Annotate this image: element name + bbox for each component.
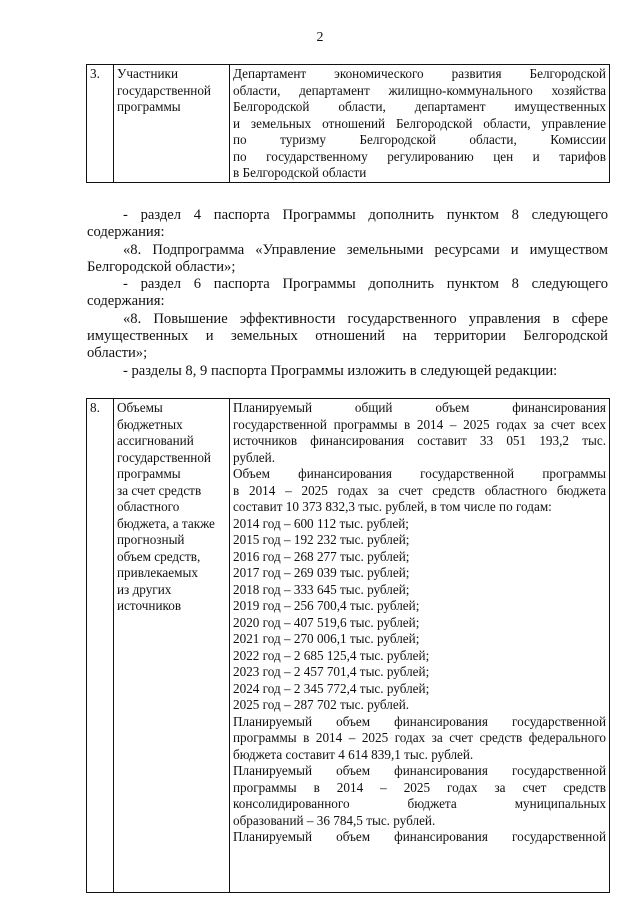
content-line: 2023 год – 2 457 701,4 тыс. рублей;: [233, 664, 430, 679]
row-label: [114, 399, 230, 893]
content-line: в Белгородской области: [233, 165, 367, 180]
content-line: по государственному регулированию цен и тарифов: [233, 148, 606, 164]
label-line: государственной: [117, 82, 211, 98]
content-line: по туризму Белгородской области, Комиссии: [233, 132, 606, 147]
content-line: и земельных отношений Белгородской области, управление: [233, 115, 606, 131]
label-line: за счет средств: [117, 482, 202, 498]
row-number: 8.: [87, 399, 114, 893]
paragraph: - раздел 6 паспорта Программы дополнить пунктом 8 следующего: [123, 276, 608, 293]
label-line: объем средств,: [117, 548, 201, 564]
content-line: 2019 год – 256 700,4 тыс. рублей;: [233, 598, 420, 613]
label-line: из других: [117, 581, 172, 597]
paragraph-continuation: содержания:: [87, 293, 165, 310]
paragraph: «8. Подпрограмма «Управление земельными ресурсами и имуществом: [123, 241, 608, 258]
content-line: 2015 год – 192 232 тыс. рублей;: [233, 532, 410, 547]
content-line: 2021 год – 270 006,1 тыс. рублей;: [233, 631, 420, 646]
label-line: ассигнований: [117, 433, 194, 448]
content-line: составит 10 373 832,3 тыс. рублей, в том числе по годам:: [233, 499, 552, 514]
row-content: [230, 65, 610, 183]
content-line: Планируемый объем финансирования государственной: [233, 829, 606, 844]
label-line: программы: [117, 99, 181, 114]
content-line: 2014 год – 600 112 тыс. рублей;: [233, 515, 409, 531]
label-line: источников: [117, 598, 182, 613]
content-line: образований – 36 784,5 тыс. рублей.: [233, 812, 436, 828]
paragraph-continuation: Белгородской области»;: [87, 258, 236, 275]
content-line: программы в 2014 – 2025 годах за счет средств федерального: [233, 730, 606, 745]
label-line: привлекаемых: [117, 565, 198, 580]
label-line: Участники: [117, 66, 179, 81]
row-content: [230, 399, 610, 893]
content-line: консолидированного бюджета муниципальных: [233, 796, 606, 811]
paragraph: - раздел 4 паспорта Программы дополнить пунктом 8 следующего: [123, 207, 608, 223]
paragraph-continuation: имущественных и земельных отношений на территории Белгородской: [87, 328, 608, 345]
content-line: 2022 год – 2 685 125,4 тыс. рублей;: [233, 647, 430, 663]
funding-table: [86, 398, 610, 893]
page-number: 2: [316, 30, 324, 45]
content-line: Планируемый общий объем финансирования: [233, 400, 606, 415]
paragraph: - разделы 8, 9 паспорта Программы изложить в следующей редакции:: [123, 362, 558, 379]
participants-table: [86, 64, 610, 183]
content-line: 2018 год – 333 645 тыс. рублей;: [233, 581, 410, 597]
content-line: Белгородской области, департамент имущественных: [233, 99, 606, 114]
paragraph: «8. Повышение эффективности государственного управления в сфере: [123, 310, 608, 327]
amendment-text: [87, 207, 608, 380]
content-line: источников финансирования составит 33 051 193,2 тыс.: [233, 433, 606, 448]
content-line: 2017 год – 269 039 тыс. рублей;: [233, 565, 410, 580]
content-line: 2020 год – 407 519,6 тыс. рублей;: [233, 614, 420, 630]
label-line: областного: [117, 499, 180, 514]
content-line: бюджета составит 4 614 839,1 тыс. рублей.: [233, 746, 474, 762]
content-line: в 2014 – 2025 годах за счет средств областного бюджета: [233, 482, 606, 498]
row-number: 3.: [87, 65, 114, 183]
content-line: области, департамент жилищно-коммунального хозяйства: [233, 82, 606, 98]
label-line: бюджета, а также: [117, 515, 215, 531]
content-line: Объем финансирования государственной программы: [233, 466, 606, 481]
label-line: Объемы: [117, 400, 163, 415]
content-line: Департамент экономического развития Белгородской: [233, 66, 606, 81]
label-line: бюджетных: [117, 416, 183, 432]
content-line: программы в 2014 – 2025 годах за счет средств: [233, 779, 606, 795]
content-line: 2024 год – 2 345 772,4 тыс. рублей;: [233, 680, 430, 696]
label-line: государственной: [117, 449, 211, 465]
content-line: 2025 год – 287 702 тыс. рублей.: [233, 697, 410, 712]
table-row: [87, 399, 610, 893]
content-line: рублей.: [233, 449, 276, 465]
content-line: Планируемый объем финансирования государственной: [233, 763, 606, 778]
paragraph-continuation: содержания:: [87, 224, 165, 241]
label-line: прогнозный: [117, 532, 185, 547]
content-line: 2016 год – 268 277 тыс. рублей;: [233, 548, 410, 564]
row-label: [114, 65, 230, 183]
paragraph-continuation: области»;: [87, 345, 148, 362]
content-line: Планируемый объем финансирования государственной: [233, 713, 606, 729]
table-row: [87, 65, 610, 183]
content-line: государственной программы в 2014 – 2025 годах за счет всех: [233, 416, 606, 432]
label-line: программы: [117, 466, 181, 481]
